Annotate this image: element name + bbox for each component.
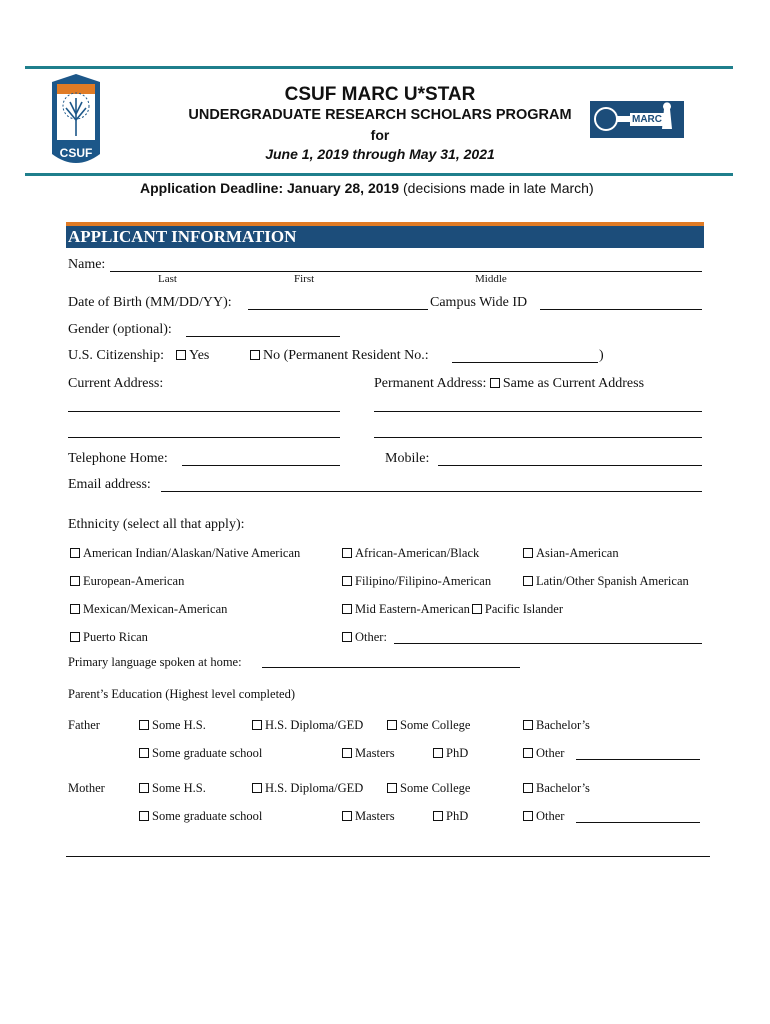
telephone-home-label: Telephone Home: bbox=[68, 451, 168, 466]
father-checkbox[interactable] bbox=[252, 720, 262, 730]
ethnicity-option-label: Filipino/Filipino-American bbox=[355, 574, 492, 588]
ethnicity-option-label: Mid Eastern-American bbox=[355, 602, 470, 616]
name-label: Name: bbox=[68, 257, 106, 272]
ethnicity-checkbox[interactable] bbox=[523, 548, 533, 558]
mother-option[interactable] bbox=[433, 809, 468, 824]
mother-option[interactable] bbox=[252, 781, 363, 796]
ethnicity-checkbox[interactable] bbox=[342, 576, 352, 586]
ethnicity-option[interactable] bbox=[70, 602, 227, 617]
permanent-address-line-2[interactable] bbox=[374, 437, 702, 438]
mother-option[interactable] bbox=[342, 809, 395, 824]
ethnicity-checkbox[interactable] bbox=[70, 632, 80, 642]
ethnicity-option-label: Pacific Islander bbox=[484, 602, 563, 616]
ethnicity-option-label: Asian-American bbox=[536, 546, 619, 560]
marc-logo bbox=[590, 101, 684, 138]
ethnicity-option-label: European-American bbox=[83, 574, 185, 588]
email-label: Email address: bbox=[68, 477, 151, 492]
father-checkbox[interactable] bbox=[433, 748, 443, 758]
no-checkbox[interactable] bbox=[250, 350, 260, 360]
no-label: No (Permanent Resident No.: bbox=[263, 348, 429, 363]
campus-id-label: Campus Wide ID bbox=[430, 295, 528, 310]
father-other-field[interactable] bbox=[576, 759, 700, 760]
mother-option[interactable] bbox=[523, 781, 590, 796]
citizenship-no-option[interactable] bbox=[250, 348, 429, 364]
ethnicity-option[interactable] bbox=[70, 574, 184, 589]
mother-option-label: Other bbox=[536, 809, 565, 823]
citizenship-label: U.S. Citizenship: bbox=[68, 348, 165, 363]
mother-checkbox[interactable] bbox=[342, 811, 352, 821]
father-option-label: Some College bbox=[400, 718, 471, 732]
csuf-logo bbox=[52, 74, 100, 170]
primary-language-label: Primary language spoken at home: bbox=[68, 655, 242, 669]
top-rule bbox=[25, 66, 733, 69]
father-option-label: Some H.S. bbox=[152, 718, 206, 732]
father-option[interactable] bbox=[252, 718, 363, 733]
mother-option-label: H.S. Diploma/GED bbox=[265, 781, 364, 795]
ethnicity-option-label: Puerto Rican bbox=[83, 630, 148, 644]
father-option[interactable] bbox=[139, 718, 206, 733]
middle-caption: Middle bbox=[475, 273, 507, 285]
section-title: APPLICANT INFORMATION bbox=[68, 227, 297, 246]
mother-option-label: Some College bbox=[400, 781, 471, 795]
yes-checkbox[interactable] bbox=[176, 350, 186, 360]
mother-checkbox[interactable] bbox=[523, 783, 533, 793]
dob-field[interactable] bbox=[248, 309, 428, 310]
dob-label: Date of Birth (MM/DD/YY): bbox=[68, 295, 232, 310]
ethnicity-option[interactable] bbox=[342, 602, 563, 617]
ethnicity-checkbox[interactable] bbox=[472, 604, 482, 614]
mother-option-label: Some graduate school bbox=[152, 809, 263, 823]
program-dates: June 1, 2019 through May 31, 2021 bbox=[265, 146, 495, 162]
father-checkbox[interactable] bbox=[139, 748, 149, 758]
name-field[interactable] bbox=[110, 271, 702, 272]
mother-option[interactable] bbox=[139, 809, 262, 824]
telephone-home-field[interactable] bbox=[182, 465, 340, 466]
ethnicity-option[interactable] bbox=[342, 574, 491, 589]
permanent-address-text: Permanent Address: bbox=[374, 376, 487, 391]
mother-option-label: Bachelor’s bbox=[536, 781, 590, 795]
father-checkbox[interactable] bbox=[523, 720, 533, 730]
mobile-field[interactable] bbox=[438, 465, 702, 466]
ethnicity-checkbox[interactable] bbox=[342, 548, 352, 558]
ethnicity-option-label: Mexican/Mexican-American bbox=[83, 602, 228, 616]
section-header bbox=[66, 226, 704, 248]
father-checkbox[interactable] bbox=[387, 720, 397, 730]
mother-option-label: PhD bbox=[446, 809, 469, 823]
father-option[interactable] bbox=[433, 746, 468, 761]
ethnicity-option[interactable] bbox=[70, 630, 148, 645]
page-title: CSUF MARC U*STAR bbox=[284, 84, 476, 105]
citizenship-yes-option[interactable] bbox=[176, 348, 209, 364]
deadline bbox=[140, 180, 594, 196]
marc-logo-text: MARC bbox=[632, 114, 662, 125]
father-option[interactable] bbox=[523, 718, 590, 733]
mother-option[interactable] bbox=[523, 809, 564, 824]
father-option-label: PhD bbox=[446, 746, 469, 760]
mother-label: Mother bbox=[68, 781, 105, 795]
ethnicity-option-label: Latin/Other Spanish American bbox=[536, 574, 689, 588]
mother-checkbox[interactable] bbox=[252, 783, 262, 793]
permanent-address-line-1[interactable] bbox=[374, 411, 702, 412]
father-checkbox[interactable] bbox=[342, 748, 352, 758]
ethnicity-other-field[interactable] bbox=[394, 643, 702, 644]
mother-option[interactable] bbox=[139, 781, 206, 796]
gender-label: Gender (optional): bbox=[68, 322, 172, 337]
bottom-rule bbox=[66, 856, 710, 857]
ethnicity-checkbox[interactable] bbox=[523, 576, 533, 586]
father-label: Father bbox=[68, 718, 100, 732]
mother-option-label: Some H.S. bbox=[152, 781, 206, 795]
same-as-current-label: Same as Current Address bbox=[502, 376, 645, 391]
ethnicity-label: Ethnicity (select all that apply): bbox=[68, 517, 245, 532]
father-checkbox[interactable] bbox=[523, 748, 533, 758]
father-option-label: Some graduate school bbox=[152, 746, 263, 760]
mother-checkbox[interactable] bbox=[387, 783, 397, 793]
father-option-label: Other bbox=[536, 746, 565, 760]
permanent-resident-number-field[interactable] bbox=[452, 362, 598, 363]
program-subtitle: UNDERGRADUATE RESEARCH SCHOLARS PROGRAM bbox=[188, 107, 572, 123]
mobile-label: Mobile: bbox=[385, 451, 430, 466]
deadline-note: (decisions made in late March) bbox=[403, 180, 594, 196]
ethnicity-option[interactable] bbox=[70, 546, 300, 561]
permanent-address-label bbox=[374, 376, 644, 392]
mother-checkbox[interactable] bbox=[139, 811, 149, 821]
ethnicity-option-label: American Indian/Alaskan/Native American bbox=[83, 546, 301, 560]
same-as-current-checkbox[interactable] bbox=[490, 378, 500, 388]
header-rule bbox=[25, 173, 733, 176]
mother-option-label: Masters bbox=[355, 809, 395, 823]
ethnicity-option[interactable] bbox=[523, 546, 619, 561]
parents-education-label: Parent’s Education (Highest level completed) bbox=[68, 687, 296, 701]
gender-field[interactable] bbox=[186, 336, 340, 337]
for-text: for bbox=[370, 127, 390, 143]
ethnicity-option-label: Other: bbox=[355, 630, 387, 644]
father-option-label: Masters bbox=[355, 746, 395, 760]
ethnicity-checkbox[interactable] bbox=[70, 548, 80, 558]
current-address-line-1[interactable] bbox=[68, 411, 340, 412]
mother-checkbox[interactable] bbox=[433, 811, 443, 821]
primary-language-field[interactable] bbox=[262, 667, 520, 668]
ethnicity-option-label: African-American/Black bbox=[355, 546, 480, 560]
mother-option[interactable] bbox=[387, 781, 470, 796]
csuf-logo-text: CSUF bbox=[59, 146, 93, 160]
ethnicity-checkbox[interactable] bbox=[70, 576, 80, 586]
ethnicity-checkbox[interactable] bbox=[342, 604, 352, 614]
current-address-label: Current Address: bbox=[68, 376, 164, 391]
mother-checkbox[interactable] bbox=[523, 811, 533, 821]
deadline-label: Application Deadline: January 28, 2019 bbox=[140, 180, 400, 196]
mother-checkbox[interactable] bbox=[139, 783, 149, 793]
close-paren: ) bbox=[599, 348, 604, 363]
email-field[interactable] bbox=[161, 491, 702, 492]
father-option[interactable] bbox=[342, 746, 395, 761]
yes-label: Yes bbox=[189, 348, 210, 363]
ethnicity-checkbox[interactable] bbox=[342, 632, 352, 642]
father-option[interactable] bbox=[139, 746, 262, 761]
father-option[interactable] bbox=[387, 718, 470, 733]
ethnicity-option[interactable] bbox=[342, 630, 387, 645]
father-option[interactable] bbox=[523, 746, 564, 761]
ethnicity-option[interactable] bbox=[342, 546, 479, 561]
first-caption: First bbox=[294, 273, 315, 285]
father-option-label: H.S. Diploma/GED bbox=[265, 718, 364, 732]
mother-other-field[interactable] bbox=[576, 822, 700, 823]
current-address-line-2[interactable] bbox=[68, 437, 340, 438]
ethnicity-option[interactable] bbox=[523, 574, 689, 589]
ethnicity-checkbox[interactable] bbox=[70, 604, 80, 614]
last-caption: Last bbox=[158, 273, 177, 285]
father-checkbox[interactable] bbox=[139, 720, 149, 730]
campus-id-field[interactable] bbox=[540, 309, 702, 310]
father-option-label: Bachelor’s bbox=[536, 718, 590, 732]
